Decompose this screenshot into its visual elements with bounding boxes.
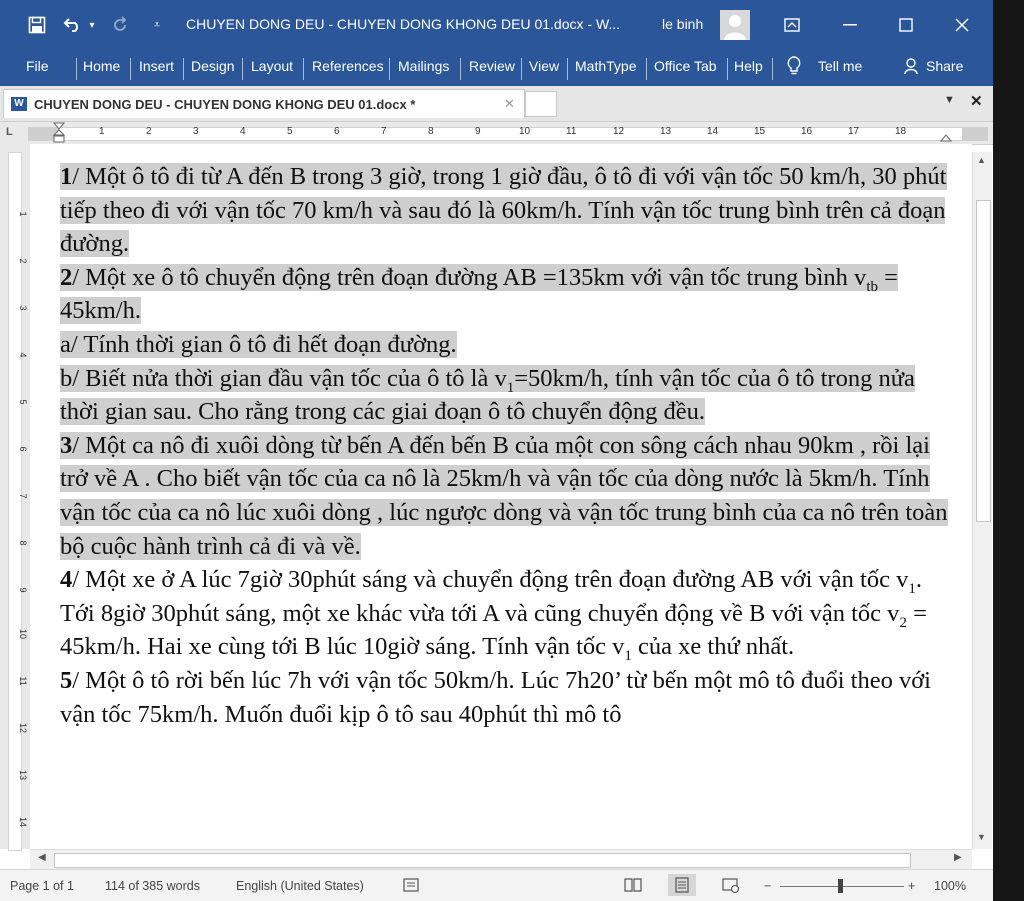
tab-separator: [646, 58, 647, 80]
problem-number: 2: [60, 263, 73, 291]
undo-icon[interactable]: [60, 12, 86, 38]
ruler-number: 15: [754, 126, 766, 137]
customize-qat-icon[interactable]: ⩡: [153, 18, 161, 31]
ruler-number: 13: [18, 769, 28, 780]
problem-number: 1: [60, 163, 73, 190]
scroll-right-icon[interactable]: ▶: [954, 852, 962, 863]
desktop-background: [993, 0, 1024, 901]
document-tab-label: CHUYEN DONG DEU - CHUYEN DONG KHONG DEU 01.docx *: [34, 97, 416, 112]
ruler-number: 9: [18, 587, 28, 593]
problem-text: / Một ô tô đi từ A đến B trong 3 giờ, trong 1 giờ đầu, ô tô đi với vận tốc 50 km/h, 30 phút tiếp theo đi với vận tốc 70 km/h và sau đó là 60km/h. Tính vận tốc trung bình trên cả đoạn đường.: [60, 163, 947, 258]
web-layout-icon[interactable]: [722, 877, 740, 896]
status-bar: [0, 869, 993, 901]
problem-text: a/ Tính thời gian ô tô đi hết đoạn đường.: [60, 330, 457, 358]
tab-view[interactable]: View: [529, 58, 560, 74]
ruler-number: 5: [287, 126, 293, 137]
avatar[interactable]: [720, 10, 750, 40]
paragraph-2[interactable]: [60, 261, 950, 328]
problem-text: / Một xe ở A lúc 7giờ 30phút sáng và chuyển động trên đoạn đường AB với vận tốc v: [72, 566, 909, 594]
new-tab-button[interactable]: [525, 91, 557, 117]
scrollbar-thumb[interactable]: [54, 853, 911, 868]
ruler-number: 11: [18, 676, 28, 686]
subscript: 2: [899, 614, 907, 631]
problem-text: b/ Biết nửa thời gian đầu vận tốc của ô tô là v: [60, 364, 507, 392]
tab-separator: [183, 58, 184, 80]
ruler-number: 14: [18, 816, 28, 827]
ruler-number: 12: [18, 722, 28, 733]
zoom-in-button[interactable]: +: [908, 879, 916, 893]
read-mode-icon[interactable]: [624, 877, 642, 896]
print-layout-icon[interactable]: [668, 874, 696, 896]
ruler-number: 1: [18, 211, 28, 217]
document-page[interactable]: [60, 160, 950, 731]
zoom-slider-thumb[interactable]: [838, 879, 843, 893]
chevron-down-icon[interactable]: ▼: [944, 94, 955, 106]
ruler-number: 1: [99, 126, 105, 137]
paragraph-2b[interactable]: [60, 362, 950, 429]
horizontal-ruler: [0, 122, 993, 145]
zoom-out-button[interactable]: −: [764, 879, 772, 893]
tab-help[interactable]: Help: [734, 58, 763, 74]
tab-separator: [389, 58, 390, 80]
ruler-number: 5: [18, 399, 28, 405]
tab-separator: [521, 58, 522, 80]
tab-separator: [567, 58, 568, 80]
tab-separator: [130, 58, 131, 80]
ribbon-display-options-icon[interactable]: [774, 10, 810, 40]
ruler-number: 7: [381, 126, 387, 137]
scrollbar-thumb[interactable]: [976, 200, 991, 522]
scroll-down-icon[interactable]: ▼: [977, 832, 986, 842]
tab-references[interactable]: References: [312, 58, 384, 74]
tell-me-search[interactable]: Tell me: [818, 58, 863, 74]
tab-review[interactable]: Review: [469, 58, 515, 74]
minimize-button[interactable]: [832, 10, 868, 40]
right-indent-marker-icon[interactable]: [940, 130, 952, 142]
lightbulb-icon[interactable]: [787, 56, 801, 79]
ruler-number: 10: [18, 628, 28, 639]
close-all-tabs-icon[interactable]: ✕: [970, 93, 983, 110]
tab-separator: [242, 58, 243, 80]
paragraph-4[interactable]: [60, 563, 950, 664]
word-count[interactable]: 114 of 385 words: [105, 879, 200, 893]
problem-text: / Một ca nô đi xuôi dòng từ bến A đến bến B của một con sông cách nhau 90km , rồi lại trở về A . Cho biết vận tốc của ca nô là 25km/h và vận tốc của dòng nước là 5km/h. Tính vận tốc của ca nô lúc xuôi dòng , lúc ngược dòng và vận tốc trung bình của ca nô trên toàn bộ cuộc hành trình cả đi và về.: [60, 431, 948, 560]
close-icon[interactable]: ✕: [504, 96, 515, 111]
paragraph-3[interactable]: [60, 429, 950, 563]
problem-text: / Một xe ô tô chuyển động trên đoạn đường AB =135km với vận tốc trung bình v: [72, 263, 867, 291]
ribbon-tabs: [0, 50, 993, 86]
ruler-bar[interactable]: [28, 127, 988, 141]
maximize-button[interactable]: [888, 10, 924, 40]
save-icon[interactable]: [26, 12, 48, 38]
user-name[interactable]: le binh: [662, 16, 704, 32]
ruler-number: 6: [18, 446, 28, 452]
tab-separator: [727, 58, 728, 80]
tab-home[interactable]: Home: [83, 58, 121, 74]
tab-mathtype[interactable]: MathType: [575, 58, 637, 74]
title-bar: [0, 0, 993, 50]
scroll-left-icon[interactable]: ◀: [38, 852, 46, 863]
ruler-number: 14: [707, 126, 719, 137]
close-button[interactable]: [944, 10, 980, 40]
ruler-number: 10: [519, 126, 531, 137]
ruler-number: 17: [848, 126, 860, 137]
problem-text: / Một ô tô rời bến lúc 7h với vận tốc 50km/h. Lúc 7h20’ từ bến một mô tô đuổi theo với vận tốc 75km/h. Muốn đuổi kịp ô tô sau 40phút thì mô tô: [60, 666, 931, 728]
subscript: tb: [866, 278, 878, 295]
ruler-number: 3: [18, 305, 28, 311]
tab-separator: [772, 58, 773, 80]
problem-text: = 45km/h. Hai xe cùng tới B lúc 10giờ sáng. Tính vận tốc v: [60, 599, 927, 661]
problem-text: = 45km/h.: [60, 263, 898, 325]
share-button[interactable]: Share: [926, 58, 964, 74]
paragraph-1[interactable]: [60, 160, 950, 261]
problem-text: . Tới 8giờ 30phút sáng, một xe khác vừa tới A và cũng chuyển động về B với vận tốc v: [60, 566, 922, 627]
share-icon[interactable]: [903, 57, 921, 78]
problem-number: 4: [60, 566, 73, 594]
scroll-up-icon[interactable]: ▲: [977, 155, 986, 165]
tab-file[interactable]: File: [26, 58, 49, 74]
ruler-number: 8: [18, 540, 28, 546]
vertical-ruler-bar[interactable]: [8, 152, 28, 851]
redo-icon[interactable]: [108, 12, 132, 38]
ruler-number: 8: [428, 126, 434, 137]
problem-number: 5: [60, 666, 73, 694]
ruler-number: 12: [613, 126, 625, 137]
tab-office-tab[interactable]: Office Tab: [654, 58, 717, 74]
ruler-number: 11: [566, 126, 577, 137]
undo-dropdown-icon[interactable]: ▾: [89, 19, 95, 31]
language-status[interactable]: English (United States): [236, 879, 364, 893]
tab-insert[interactable]: Insert: [139, 58, 175, 74]
page-count[interactable]: Page 1 of 1: [10, 879, 74, 893]
document-title: CHUYEN DONG DEU - CHUYEN DONG KHONG DEU 01.docx - W...: [186, 16, 621, 32]
vertical-scrollbar[interactable]: [972, 152, 992, 849]
tab-design[interactable]: Design: [191, 58, 235, 74]
ruler-number: 6: [334, 126, 340, 137]
document-tab[interactable]: [3, 89, 525, 118]
tab-separator: [76, 58, 77, 80]
ruler-number: 13: [660, 126, 672, 137]
ruler-number: 2: [18, 258, 28, 264]
ruler-number: 4: [18, 352, 28, 358]
zoom-level[interactable]: 100%: [934, 879, 966, 893]
subscript: 1: [506, 379, 515, 396]
problem-number: 3: [60, 431, 73, 459]
document-tab-bar: [0, 86, 993, 122]
ruler-number: 18: [895, 126, 907, 137]
tab-separator: [460, 58, 461, 80]
problem-text: =50km/h, tính vận tốc của ô tô trong nửa thời gian sau. Cho rằng trong các giai đoạn ô tô chuyển động đều.: [60, 364, 915, 426]
problem-text: của xe thứ nhất.: [631, 633, 795, 661]
ruler-number: 4: [240, 126, 246, 137]
subscript: 1: [908, 581, 916, 598]
paragraph-5[interactable]: [60, 664, 950, 731]
vertical-ruler: [0, 144, 30, 849]
ruler-number: 7: [18, 493, 28, 499]
horizontal-scrollbar[interactable]: [30, 849, 972, 870]
paragraph-2a[interactable]: [60, 328, 950, 362]
tab-selector-icon[interactable]: L: [6, 126, 13, 138]
indent-marker-icon[interactable]: [53, 122, 65, 144]
track-changes-icon[interactable]: [403, 877, 419, 896]
tab-layout[interactable]: Layout: [251, 58, 294, 74]
ruler-number: 16: [801, 126, 813, 137]
word-doc-icon: W: [11, 97, 27, 111]
ruler-number: 3: [193, 126, 199, 137]
ruler-right-margin: [962, 128, 987, 140]
tab-mailings[interactable]: Mailings: [398, 58, 450, 74]
tab-separator: [303, 58, 304, 80]
document-area[interactable]: [30, 144, 972, 849]
ruler-number: 9: [475, 126, 481, 137]
subscript: 1: [624, 648, 632, 665]
ruler-number: 2: [146, 126, 152, 137]
